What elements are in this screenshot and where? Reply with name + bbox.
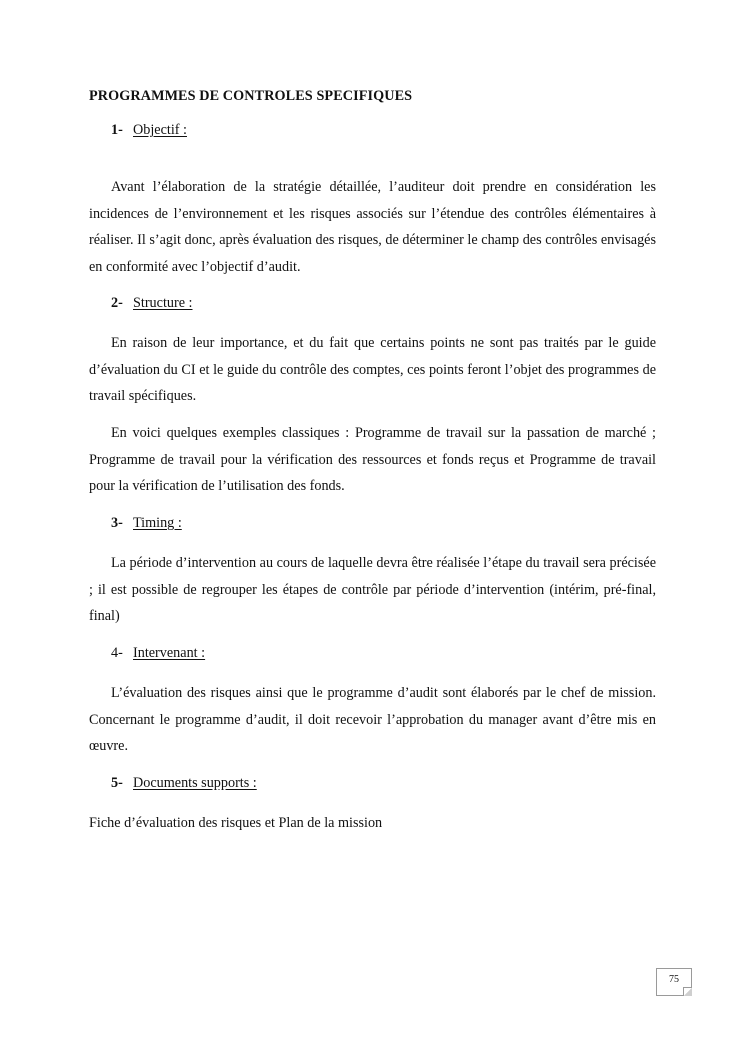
paragraph-objectif: Avant l’élaboration de la stratégie détaillée, l’auditeur doit prendre en considération les incidences de l’environnement et les risques associés sur l’étendue des contrôles élémentaires à réaliser. Il s’agit donc, après évaluation des risques, de déterminer le champ des contrôles envisagés en conformité avec l’objectif d’audit. xyxy=(89,179,656,275)
section-number: 1- xyxy=(111,122,123,138)
section-heading-objectif xyxy=(111,122,187,139)
section-label: Structure : xyxy=(133,295,193,311)
section-label: Documents supports : xyxy=(133,775,257,791)
section-heading-timing xyxy=(111,515,182,532)
section-label: Intervenant : xyxy=(133,645,206,661)
paragraph-intervenant: L’évaluation des risques ainsi que le programme d’audit sont élaborés par le chef de mission. Concernant le programme d’audit, il doit recevoir l’approbation du manager avant d’être mis en œuvre. xyxy=(89,685,656,754)
section-number: 2- xyxy=(111,295,123,311)
section-heading-structure xyxy=(111,295,193,312)
section-label: Timing : xyxy=(133,515,182,531)
page-title: PROGRAMMES DE CONTROLES SPECIFIQUES xyxy=(89,88,413,104)
section-label: Objectif : xyxy=(133,122,187,138)
paragraph-structure-1: En raison de leur importance, et du fait que certains points ne sont pas traités par le guide d’évaluation du CI et le guide du contrôle des comptes, ces points feront l’objet des programmes de travail spécifiques. xyxy=(89,335,656,404)
paragraph-timing: La période d’intervention au cours de laquelle devra être réalisée l’étape du travail sera précisée ; il est possible de regrouper les étapes de contrôle par période d’intervention (intérim, pré-final, final) xyxy=(89,555,656,624)
page-number: 75 xyxy=(656,968,692,996)
paragraph-structure-2: En voici quelques exemples classiques : Programme de travail sur la passation de marché ; Programme de travail pour la vérification des ressources et fonds reçus et Programme de travail pour la vérification de l’utilisation des fonds. xyxy=(89,425,656,494)
section-number: 5- xyxy=(111,775,123,791)
section-heading-documents xyxy=(111,775,257,792)
paragraph-documents: Fiche d’évaluation des risques et Plan de la mission xyxy=(89,815,383,831)
section-number: 4- xyxy=(111,645,123,661)
section-number: 3- xyxy=(111,515,123,531)
section-heading-intervenant xyxy=(111,645,205,662)
